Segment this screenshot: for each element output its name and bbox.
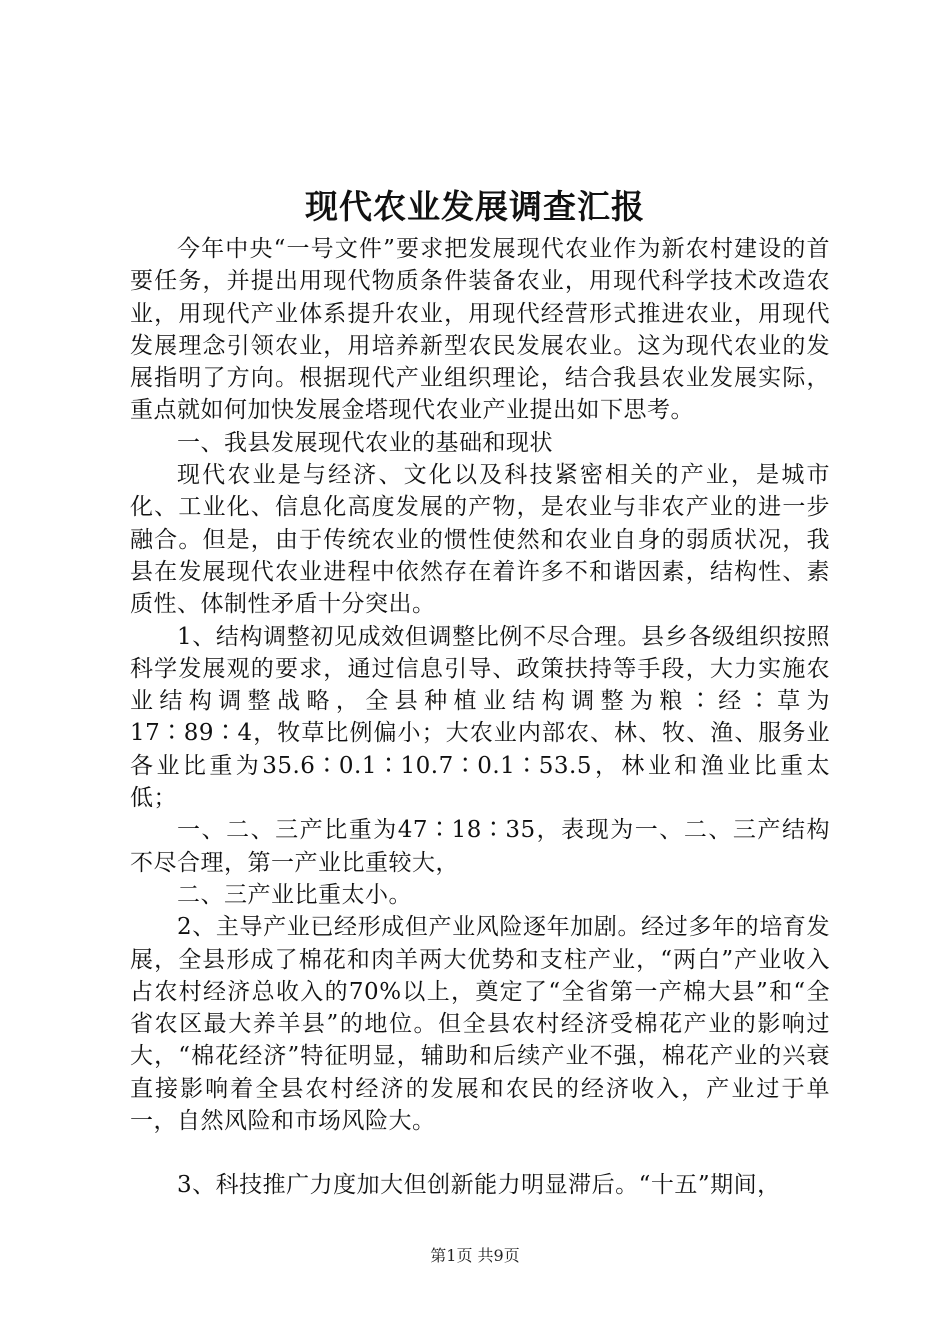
- paragraph-modern-agriculture: 现代农业是与经济、文化以及科技紧密相关的产业，是城市化、工业化、信息化高度发展的产物，是农业与非农产业的进一步融合。但是，由于传统农业的惯性使然和农业自身的弱质状况，我县在发展现代农业进程中依然存在着许多不和谐因素，结构性、素质性、体制性矛盾十分突出。: [130, 462, 830, 618]
- paragraph-technology: 3、科技推广力度加大但创新能力明显滞后。“十五”期间，: [177, 1172, 781, 1199]
- page-number-footer: 第1页 共9页: [430, 1246, 520, 1265]
- paragraph-structure-adjustment: 1、结构调整初见成效但调整比例不尽合理。县乡各级组织按照科学发展观的要求，通过信息引导、政策扶持等手段，大力实施农业结构调整战略，全县种植业结构调整为粮∶经∶草为17∶89∶4，牧草比例偏小；大农业内部农、林、牧、渔、服务业各业比重为35.6∶0.1∶10.7∶0.1∶53.5，林业和渔业比重太低；: [130, 623, 830, 812]
- paragraph-intro: 今年中央“一号文件”要求把发展现代农业作为新农村建设的首要任务，并提出用现代物质条件装备农业，用现代科学技术改造农业，用现代产业体系提升农业，用现代经营形式推进农业，用现代发展理念引领农业，用培养新型农民发展农业。这为现代农业的发展指明了方向。根据现代产业组织理论，结合我县农业发展实际，重点就如何加快发展金塔现代农业产业提出如下思考。: [130, 236, 830, 424]
- paragraph-secondary-tertiary: 二、三产业比重太小。: [177, 881, 412, 908]
- document-body: [130, 233, 830, 1202]
- section-heading-1: 一、我县发展现代农业的基础和现状: [177, 429, 553, 456]
- paragraph-leading-industry: 2、主导产业已经形成但产业风险逐年加剧。经过多年的培育发展，全县形成了棉花和肉羊两大优势和支柱产业，“两白”产业收入占农村经济总收入的70%以上，奠定了“全省第一产棉大县”和“全省农区最大养羊县”的地位。但全县农村经济受棉花产业的影响过大，“棉花经济”特征明显，辅助和后续产业不强，棉花产业的兴衰直接影响着全县农村经济的发展和农民的经济收入，产业过于单一，自然风险和市场风险大。: [130, 914, 830, 1135]
- document-title: 现代农业发展调查汇报: [305, 187, 645, 226]
- paragraph-industry-ratio: 一、二、三产比重为47∶18∶35，表现为一、二、三产结构不尽合理，第一产业比重较大，: [130, 817, 830, 876]
